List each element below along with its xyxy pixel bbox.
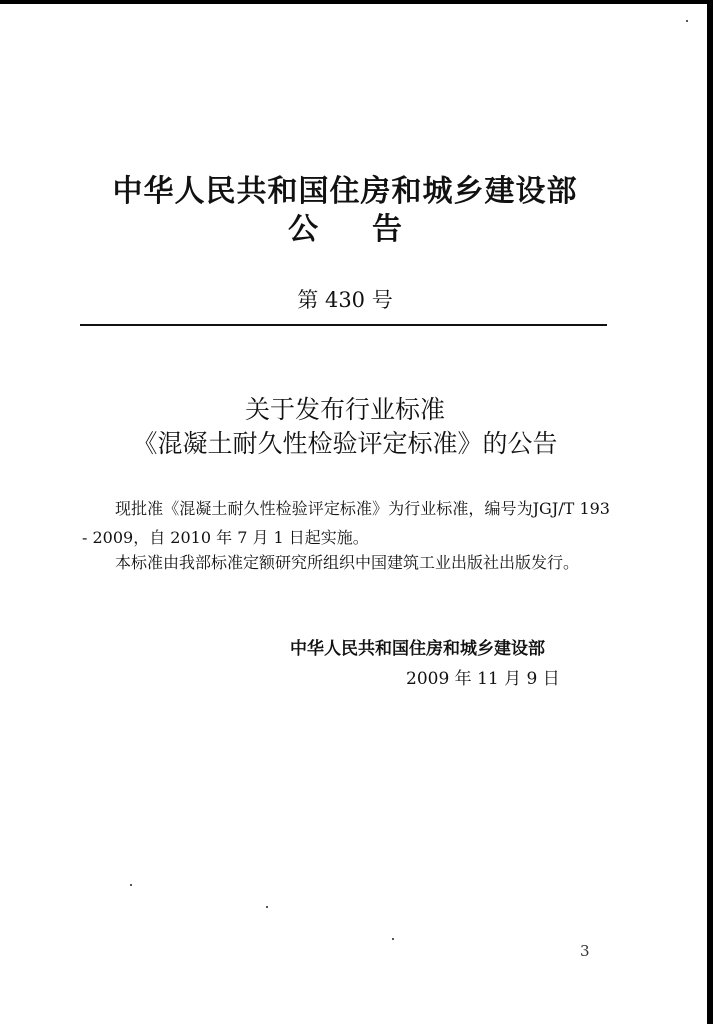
ministry-title: 中华人民共和国住房和城乡建设部: [112, 174, 578, 209]
scan-border-right: [707, 0, 713, 1024]
scan-border-top: [0, 0, 713, 4]
scan-speck: [266, 906, 268, 908]
scan-speck: [392, 938, 394, 940]
header-divider: [80, 324, 607, 326]
scan-speck: [130, 884, 132, 886]
announcement-number: 第 430 号: [297, 288, 393, 312]
signature-date: 2009 年 11 月 9 日: [406, 669, 560, 689]
body-paragraph-2: [82, 548, 610, 577]
paragraph-1-text: 现批准《混凝土耐久性检验评定标准》为行业标准，编号为JGJ/T 193 - 2009，自 2010 年 7 月 1 日起实施。: [82, 499, 610, 547]
body-paragraph-1: [82, 494, 610, 552]
scan-speck: [686, 20, 688, 22]
signature-organization: 中华人民共和国住房和城乡建设部: [290, 639, 545, 659]
announcement-title: 公告: [288, 212, 456, 247]
subject-heading-line-1: 关于发布行业标准: [244, 395, 445, 424]
subject-heading-line-2: 《混凝土耐久性检验评定标准》的公告: [132, 429, 558, 458]
page-number: 3: [580, 942, 590, 960]
paragraph-2-text: 本标准由我部标准定额研究所组织中国建筑工业出版社出版发行。: [115, 553, 580, 572]
